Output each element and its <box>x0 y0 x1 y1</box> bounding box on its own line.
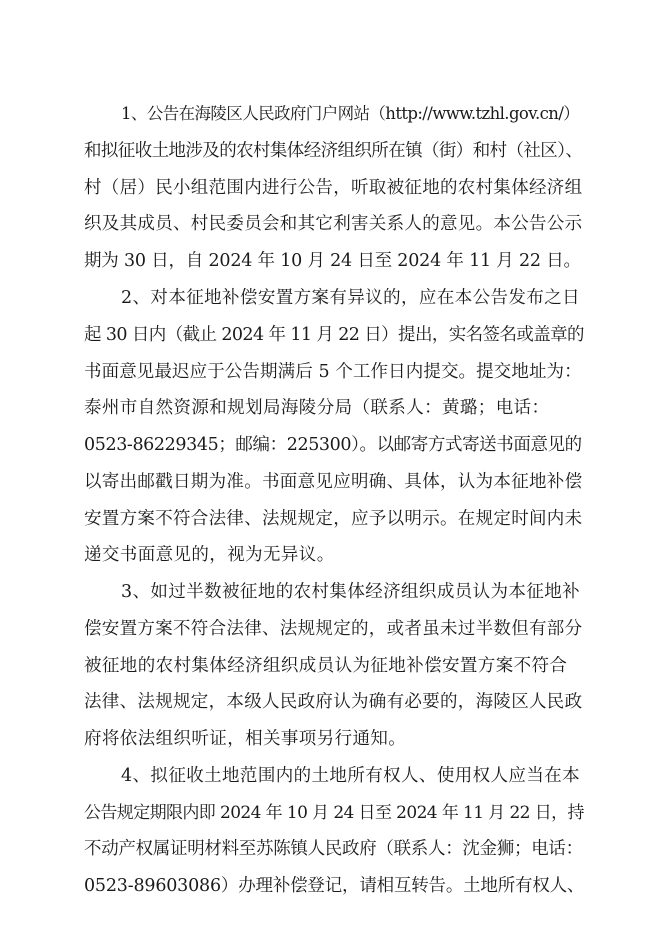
paragraph-2-line-6: 以寄出邮戳日期为准。书面意见应明确、具体，认为本征地补偿 <box>84 472 583 492</box>
paragraph-2-line-2: 起 30 日内（截止 2024 年 11 月 22 日）提出，实名签名或盖章的 <box>84 325 584 345</box>
paragraph-1-line-4: 织及其成员、村民委员会和其它利害关系人的意见。本公告公示 <box>84 214 583 234</box>
paragraph-2-line-3: 书面意见最迟应于公告期满后 5 个工作日内提交。提交地址为： <box>84 362 582 382</box>
paragraph-2-line-7: 安置方案不符合法律、法规规定，应予以明示。在规定时间内未 <box>84 509 583 529</box>
paragraph-3-line-2: 偿安置方案不符合法律、法规规定的，或者虽未过半数但有部分 <box>84 619 583 639</box>
paragraph-4-line-4: 0523-89603086）办理补偿登记，请相互转告。土地所有权人、 <box>84 876 585 896</box>
paragraph-4-line-3: 不动产权属证明材料至苏陈镇人民政府（联系人：沈金狮；电话： <box>84 839 583 859</box>
paragraph-4-line-1: 4、拟征收土地范围内的土地所有权人、使用权人应当在本 <box>121 766 581 786</box>
paragraph-2-line-5: 0523-86229345；邮编：225300）。以邮寄方式寄送书面意见的 <box>84 435 582 455</box>
paragraph-1-line-1: 1、公告在海陵区人民政府门户网站（http://www.tzhl.gov.cn/） <box>121 104 580 123</box>
paragraph-3-line-3: 被征地的农村集体经济组织成员认为征地补偿安置方案不符合 <box>84 656 568 676</box>
paragraph-2-line-1: 2、对本征地补偿安置方案有异议的，应在本公告发布之日 <box>121 288 581 308</box>
paragraph-3-line-5: 府将依法组织听证，相关事项另行通知。 <box>84 729 407 749</box>
paragraph-1-line-5: 期为 30 日，自 2024 年 10 月 24 日至 2024 年 11 月 22 日。 <box>84 251 581 271</box>
paragraph-2-line-8: 递交书面意见的，视为无异议。 <box>84 545 335 565</box>
paragraph-2-line-4: 泰州市自然资源和规划局海陵分局（联系人：黄璐；电话： <box>84 398 550 418</box>
paragraph-1-line-3: 村（居）民小组范围内进行公告，听取被征地的农村集体经济组 <box>84 178 583 198</box>
paragraph-3-line-1: 3、如过半数被征地的农村集体经济组织成员认为本征地补 <box>121 582 581 602</box>
paragraph-3-line-4: 法律、法规规定，本级人民政府认为确有必要的，海陵区人民政 <box>84 692 583 712</box>
paragraph-1-line-2: 和拟征收土地涉及的农村集体经济组织所在镇（街）和村（社区）、 <box>84 141 583 161</box>
paragraph-4-line-2: 公告规定期限内即 2024 年 10 月 24 日至 2024 年 11 月 22 日，持 <box>84 803 584 823</box>
